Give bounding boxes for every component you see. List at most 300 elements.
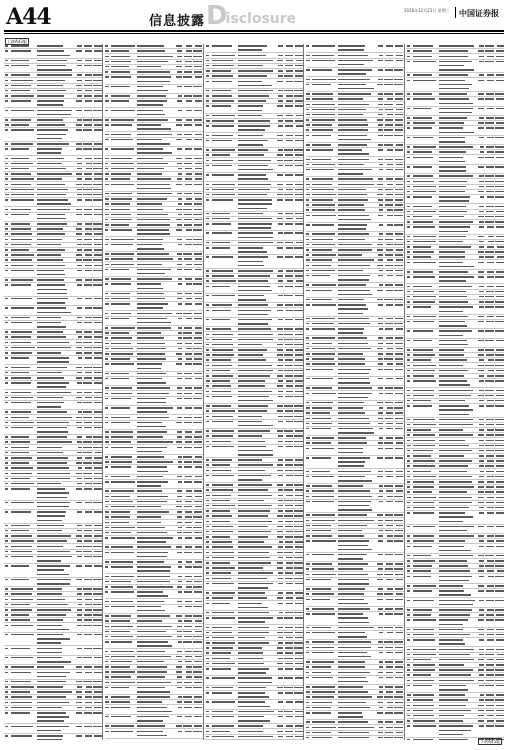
table-cell	[183, 123, 193, 131]
table-cell	[92, 534, 102, 538]
table-row	[4, 487, 102, 501]
table-cell	[111, 123, 137, 131]
table-cell	[183, 243, 193, 251]
table-cell	[92, 248, 102, 252]
table-cell	[10, 440, 36, 444]
table-cell	[183, 297, 193, 301]
table-cell	[211, 308, 237, 316]
table-row	[105, 640, 203, 649]
table-cell	[82, 371, 92, 375]
table-cell	[111, 605, 137, 613]
table-cell	[275, 188, 283, 192]
table-cell	[74, 711, 82, 724]
table-cell	[10, 365, 36, 369]
table-cell	[183, 739, 193, 740]
table-cell	[193, 560, 203, 564]
table-cell	[36, 335, 74, 339]
table-cell	[237, 274, 275, 278]
table-cell	[183, 341, 193, 345]
table-cell	[211, 255, 237, 268]
table-cell	[36, 248, 74, 252]
table-cell	[36, 670, 74, 678]
table-cell	[82, 227, 92, 231]
table-cell	[175, 510, 183, 514]
table-cell	[137, 475, 175, 479]
table-cell	[283, 279, 293, 283]
table-cell	[275, 158, 283, 162]
table-cell	[211, 241, 237, 245]
table-cell	[10, 73, 36, 77]
table-cell	[183, 421, 193, 429]
table-cell	[137, 94, 175, 98]
section-title-cn: 信息披露	[149, 10, 205, 29]
table-cell	[82, 421, 92, 425]
table-cell	[74, 108, 82, 116]
table-cell	[193, 277, 203, 281]
table-cell	[183, 65, 193, 69]
table-cell	[211, 389, 237, 393]
table-cell	[36, 78, 74, 82]
table-cell	[275, 74, 283, 78]
table-cell	[111, 545, 137, 549]
table-cell	[74, 690, 82, 694]
table-cell	[36, 597, 74, 601]
table-cell	[193, 162, 203, 166]
table-cell	[293, 79, 303, 87]
table-cell	[82, 376, 92, 380]
table-row	[205, 104, 303, 113]
table-cell	[183, 207, 193, 211]
table-cell	[183, 475, 193, 479]
table-cell	[183, 138, 193, 146]
table-cell	[111, 252, 137, 256]
table-cell	[283, 212, 293, 216]
table-cell	[111, 282, 137, 290]
table-cell	[10, 118, 36, 122]
table-cell	[137, 60, 175, 64]
table-cell	[92, 401, 102, 409]
table-cell	[36, 193, 74, 197]
table-cell	[211, 468, 237, 472]
newspaper-masthead: 中国证券报	[459, 8, 499, 19]
table-cell	[92, 142, 102, 146]
table-cell	[111, 590, 137, 598]
table-row	[4, 306, 102, 315]
table-cell	[10, 167, 36, 171]
table-cell	[36, 482, 74, 486]
table-cell	[74, 578, 82, 586]
table-cell	[36, 544, 74, 548]
table-cell	[74, 167, 82, 171]
table-cell	[111, 505, 137, 509]
table-cell	[137, 739, 175, 740]
table-cell	[82, 156, 92, 160]
table-cell	[237, 241, 275, 245]
table-cell	[92, 456, 102, 460]
table-cell	[183, 197, 193, 201]
table-cell	[211, 124, 237, 132]
table-cell	[183, 44, 193, 48]
table-cell	[92, 396, 102, 400]
table-cell	[183, 70, 193, 74]
table-cell	[193, 85, 203, 93]
table-cell	[92, 695, 102, 699]
table-cell	[211, 89, 237, 93]
table-cell	[10, 381, 36, 389]
table-cell	[92, 529, 102, 533]
table-cell	[211, 153, 237, 157]
table-cell	[175, 624, 183, 628]
table-cell	[82, 587, 92, 591]
table-cell	[193, 75, 203, 83]
table-cell	[283, 294, 293, 302]
table-cell	[92, 78, 102, 82]
table-cell	[111, 536, 137, 544]
table-cell	[36, 123, 74, 127]
table-cell	[36, 283, 74, 296]
table-cell	[74, 381, 82, 389]
table-cell	[283, 164, 293, 172]
table-cell	[137, 605, 175, 613]
table-cell	[111, 317, 137, 325]
table-row	[4, 670, 102, 679]
table-cell	[137, 660, 175, 664]
table-cell	[237, 255, 275, 268]
table-cell	[82, 162, 92, 166]
table-cell	[74, 227, 82, 231]
table-cell	[92, 461, 102, 465]
table-cell	[137, 391, 175, 395]
table-cell	[10, 724, 36, 732]
table-cell	[137, 560, 175, 564]
table-cell	[36, 435, 74, 439]
table-cell	[10, 59, 36, 63]
table-cell	[137, 123, 175, 131]
table-cell	[82, 401, 92, 409]
table-cell	[92, 440, 102, 444]
table-cell	[283, 332, 293, 336]
table-cell	[10, 477, 36, 481]
table-cell	[237, 148, 275, 152]
table-cell	[82, 321, 92, 329]
table-cell	[137, 49, 175, 53]
table-cell	[137, 341, 175, 345]
table-cell	[293, 414, 303, 418]
table-cell	[82, 603, 92, 607]
table-cell	[193, 715, 203, 723]
table-cell	[111, 515, 137, 519]
table-cell	[211, 222, 237, 230]
table-cell	[82, 84, 92, 88]
table-cell	[183, 218, 193, 222]
table-cell	[82, 390, 92, 394]
table-cell	[10, 618, 36, 622]
table-row	[4, 297, 102, 306]
table-cell	[111, 44, 137, 48]
table-cell	[74, 269, 82, 277]
table-cell	[10, 445, 36, 449]
table-cell	[10, 656, 36, 664]
table-cell	[74, 376, 82, 380]
table-cell	[10, 456, 36, 460]
table-cell	[111, 65, 137, 69]
table-cell	[36, 73, 74, 77]
table-cell	[211, 379, 237, 383]
table-cell	[10, 592, 36, 596]
table-cell	[74, 84, 82, 88]
table-cell	[137, 297, 175, 301]
table-cell	[193, 565, 203, 573]
table-cell	[111, 99, 137, 107]
table-cell	[283, 379, 293, 383]
table-cell	[92, 592, 102, 596]
table-cell	[82, 78, 92, 82]
table-cell	[36, 656, 74, 664]
table-row	[4, 356, 102, 365]
table-cell	[82, 426, 92, 434]
table-cell	[283, 434, 293, 438]
table-cell	[10, 578, 36, 586]
table-cell	[237, 384, 275, 388]
table-cell	[275, 420, 283, 428]
table-cell	[111, 94, 137, 98]
table-cell	[82, 451, 92, 455]
table-cell	[237, 279, 275, 283]
table-cell	[193, 292, 203, 296]
table-cell	[193, 705, 203, 713]
table-cell	[211, 279, 237, 283]
table-cell	[92, 222, 102, 226]
table-cell	[36, 592, 74, 596]
table-cell	[137, 455, 175, 459]
table-cell	[175, 99, 183, 107]
table-cell	[82, 501, 92, 509]
table-cell	[137, 207, 175, 211]
table-cell	[82, 222, 92, 226]
table-cell	[74, 445, 82, 449]
table-cell	[36, 207, 74, 211]
table-cell	[111, 70, 137, 74]
table-cell	[111, 635, 137, 639]
table-row	[4, 656, 102, 665]
table-cell	[36, 690, 74, 694]
table-cell	[283, 119, 293, 123]
table-cell	[74, 706, 82, 710]
table-cell	[36, 49, 74, 57]
table-cell	[74, 401, 82, 409]
table-cell	[237, 193, 275, 197]
table-cell	[74, 78, 82, 82]
table-cell	[175, 172, 183, 176]
table-cell	[111, 500, 137, 504]
table-cell	[82, 99, 92, 107]
table-cell	[175, 391, 183, 395]
table-cell	[82, 445, 92, 449]
table-cell	[92, 371, 102, 375]
table-cell	[293, 327, 303, 331]
table-cell	[10, 529, 36, 533]
table-cell	[10, 142, 36, 146]
table-cell	[36, 269, 74, 277]
table-cell	[275, 231, 283, 239]
table-cell	[275, 332, 283, 336]
table-cell	[74, 544, 82, 548]
table-cell	[92, 376, 102, 380]
table-cell	[92, 550, 102, 554]
table-cell	[275, 409, 283, 413]
table-cell	[74, 49, 82, 57]
table-cell	[92, 89, 102, 93]
table-cell	[74, 390, 82, 394]
table-cell	[92, 390, 102, 394]
table-row	[105, 406, 203, 415]
table-cell	[175, 197, 183, 201]
table-cell	[175, 177, 183, 181]
table-cell	[111, 132, 137, 136]
table-cell	[293, 274, 303, 278]
table-cell	[283, 318, 293, 326]
table-cell	[211, 374, 237, 378]
table-cell	[183, 357, 193, 361]
table-cell	[275, 164, 283, 172]
table-cell	[10, 415, 36, 419]
table-cell	[293, 241, 303, 245]
table-cell	[211, 338, 237, 342]
table-cell	[193, 147, 203, 155]
table-cell	[74, 680, 82, 684]
table-cell	[92, 633, 102, 646]
table-cell	[36, 401, 74, 409]
table-cell	[237, 269, 275, 273]
table-cell	[137, 700, 175, 704]
table-cell	[183, 630, 193, 634]
table-cell	[74, 44, 82, 48]
table-cell	[10, 376, 36, 380]
table-cell	[175, 739, 183, 740]
table-cell	[92, 356, 102, 364]
table-row	[205, 79, 303, 88]
table-cell	[175, 649, 183, 653]
table-cell	[111, 207, 137, 211]
table-cell	[193, 377, 203, 385]
table-cell	[137, 705, 175, 713]
table-cell	[111, 85, 137, 93]
table-cell	[283, 327, 293, 331]
table-cell	[92, 258, 102, 262]
table-cell	[10, 597, 36, 601]
table-cell	[137, 505, 175, 509]
table-cell	[74, 685, 82, 689]
table-cell	[193, 262, 203, 266]
table-cell	[237, 369, 275, 373]
table-cell	[175, 660, 183, 664]
table-cell	[175, 70, 183, 74]
table-row	[105, 686, 203, 695]
table-cell	[92, 346, 102, 350]
table-cell	[193, 536, 203, 544]
table-cell	[293, 114, 303, 118]
table-cell	[111, 192, 137, 196]
table-cell	[237, 395, 275, 403]
table-cell	[36, 237, 74, 241]
table-cell	[111, 619, 137, 623]
table-cell	[283, 158, 293, 162]
table-cell	[10, 608, 36, 612]
table-cell	[137, 724, 175, 728]
table-cell	[74, 156, 82, 160]
table-cell	[237, 338, 275, 342]
table-cell	[74, 248, 82, 252]
table-row	[4, 128, 102, 142]
table-cell	[82, 128, 92, 141]
table-cell	[183, 574, 193, 578]
table-cell	[137, 421, 175, 429]
table-cell	[175, 207, 183, 211]
table-cell	[74, 396, 82, 400]
table-cell	[175, 590, 183, 598]
table-cell	[92, 415, 102, 419]
table-cell	[175, 705, 183, 713]
table-row	[205, 395, 303, 404]
table-row	[105, 123, 203, 132]
table-cell	[237, 348, 275, 352]
table-cell	[175, 282, 183, 290]
table-cell	[211, 395, 237, 403]
table-cell	[293, 343, 303, 347]
table-cell	[175, 123, 183, 131]
table-cell	[193, 70, 203, 74]
table-cell	[183, 724, 193, 728]
table-row	[105, 182, 203, 191]
table-cell	[293, 409, 303, 413]
table-cell	[237, 404, 275, 408]
table-cell	[137, 435, 175, 439]
table-cell	[92, 123, 102, 127]
table-cell	[175, 237, 183, 241]
table-row	[4, 555, 102, 564]
table-cell	[283, 269, 293, 273]
table-cell	[111, 489, 137, 493]
table-cell	[74, 550, 82, 554]
table-cell	[74, 73, 82, 77]
table-cell	[193, 207, 203, 211]
table-cell	[74, 487, 82, 500]
table-cell	[111, 49, 137, 53]
table-cell	[237, 420, 275, 428]
table-cell	[111, 341, 137, 345]
table-cell	[74, 695, 82, 699]
table-cell	[74, 451, 82, 455]
table-cell	[74, 213, 82, 221]
table-cell	[92, 680, 102, 684]
table-cell	[211, 414, 237, 418]
table-cell	[175, 65, 183, 69]
table-cell	[283, 59, 293, 63]
table-row	[105, 421, 203, 430]
table-cell	[92, 269, 102, 277]
table-cell	[193, 49, 203, 53]
table-row	[105, 715, 203, 724]
table-cell	[275, 434, 283, 438]
table-cell	[275, 99, 283, 103]
table-cell	[193, 362, 203, 370]
table-cell	[193, 460, 203, 464]
table-cell	[175, 94, 183, 98]
table-cell	[82, 258, 92, 262]
table-cell	[111, 218, 137, 222]
table-cell	[283, 404, 293, 408]
table-cell	[10, 555, 36, 563]
